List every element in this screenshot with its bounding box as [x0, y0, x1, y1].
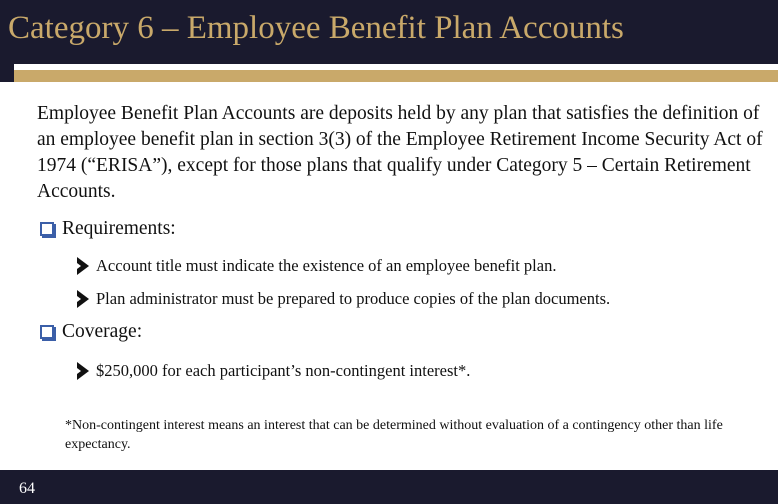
intro-lead: Employee Benefit Plan Accounts	[37, 103, 296, 124]
coverage-heading	[40, 321, 142, 343]
footnote-lead: *Non-contingent interest	[65, 418, 205, 433]
page-number: 64	[19, 480, 35, 497]
requirements-label: Requirements:	[62, 218, 176, 239]
checkbox-bullet-icon	[40, 325, 54, 339]
coverage-text: $250,000 for each participant’s non-contingent interest*.	[96, 361, 471, 380]
requirement-text: Account title must indicate the existence of an employee benefit plan.	[96, 256, 557, 275]
footnote	[65, 416, 771, 454]
coverage-item	[77, 361, 470, 381]
accent-bar	[14, 70, 778, 82]
slide-title: Category 6 – Employee Benefit Plan Accounts	[8, 10, 624, 46]
footer-bar	[0, 470, 778, 504]
intro-rest: are deposits held by any plan that satisfies the definition of an employee benefit plan in section 3(3) of the Employee Retirement Income Security Act of 1974 (“ERISA”), except for those plans that qualify under Category 5 – Certain Retirement Accounts.	[37, 103, 763, 202]
arrow-bullet-icon	[77, 362, 89, 380]
requirement-item	[77, 256, 556, 276]
arrow-bullet-icon	[77, 290, 89, 308]
requirements-heading	[40, 218, 176, 240]
requirement-text: Plan administrator must be prepared to produce copies of the plan documents.	[96, 289, 611, 308]
footnote-rest: means an interest that can be determined without evaluation of a contingency other than life expectancy.	[65, 418, 723, 452]
checkbox-bullet-icon	[40, 222, 54, 236]
arrow-bullet-icon	[77, 257, 89, 275]
requirement-item	[77, 289, 610, 309]
coverage-label: Coverage:	[62, 321, 143, 342]
accent-block	[0, 64, 14, 82]
intro-paragraph	[37, 101, 767, 205]
